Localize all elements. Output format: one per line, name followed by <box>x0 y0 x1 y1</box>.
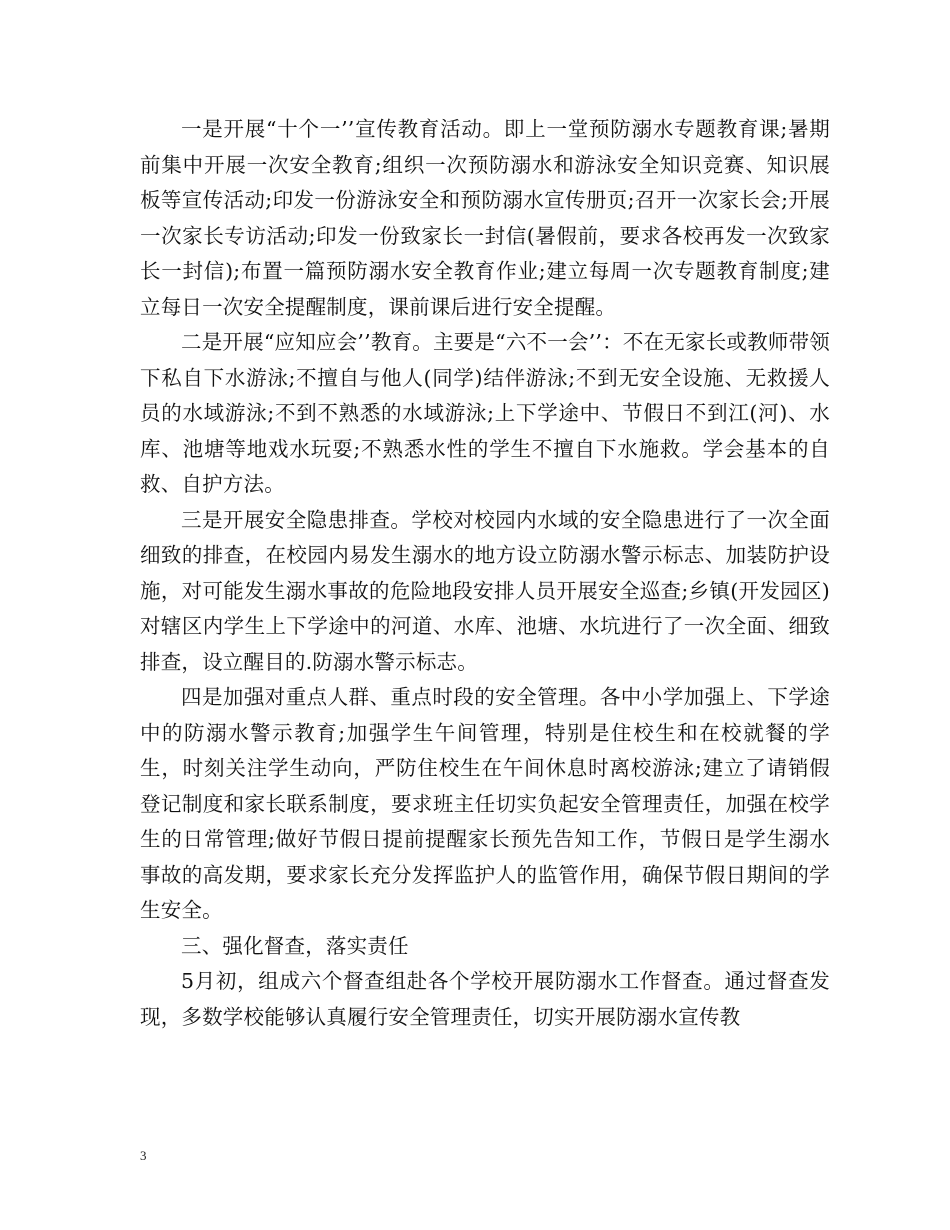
paragraph-ten-ones-campaign: 一是开展“十个一’’宣传教育活动。即上一堂预防溺水专题教育课;暑期前集中开展一次安全教育;组织一次预防溺水和游泳安全知识竞赛、知识展板等宣传活动;印发一份游泳安全和预防溺水宣传册页;召开一次家长会;开展一次家长专访活动;印发一份致家长一封信(暑假前，要求各校再发一次致家长一封信);布置一篇预防溺水安全教育作业;建立每周一次专题教育制度;建立每日一次安全提醒制度，课前课后进行安全提醒。 <box>140 117 830 319</box>
paragraph-may-inspection: 5月初，组成六个督查组赴各个学校开展防溺水工作督查。通过督查发现，多数学校能够认真履行安全管理责任，切实开展防溺水宣传教 <box>140 969 830 1029</box>
paragraph-should-know-education: 二是开展“应知应会’’教育。主要是“六不一会’’：不在无家长或教师带领下私自下水游泳;不擅自与他人(同学)结伴游泳;不到无安全设施、无救援人员的水域游泳;不到不熟悉的水域游泳;上下学途中、节假日不到江(河)、水库、池塘等地戏水玩耍;不熟悉水性的学生不擅自下水施救。学会基本的自救、自护方法。 <box>140 330 830 496</box>
page-number: 3 <box>140 1148 147 1163</box>
paragraph-hazard-inspection: 三是开展安全隐患排查。学校对校园内水域的安全隐患进行了一次全面细致的排查，在校园内易发生溺水的地方设立防溺水警示标志、加装防护设施，对可能发生溺水事故的危险地段安排人员开展安全巡查;乡镇(开发园区)对辖区内学生上下学途中的河道、水库、池塘、水坑进行了一次全面、细致排查，设立醒目的.防溺水警示标志。 <box>140 507 830 674</box>
section-heading-supervision: 三、强化督查，落实责任 <box>181 933 409 958</box>
paragraph-key-groups-management: 四是加强对重点人群、重点时段的安全管理。各中小学加强上、下学途中的防溺水警示教育;加强学生午间管理，特别是住校生和在校就餐的学生，时刻关注学生动向，严防住校生在午间休息时离校游泳;建立了请销假登记制度和家长联系制度，要求班主任切实负起安全管理责任，加强在校学生的日常管理;做好节假日提前提醒家长预先告知工作，节假日是学生溺水事故的高发期，要求家长充分发挥监护人的监管作用，确保节假日期间的学生安全。 <box>140 685 830 922</box>
document-body <box>140 112 830 1035</box>
